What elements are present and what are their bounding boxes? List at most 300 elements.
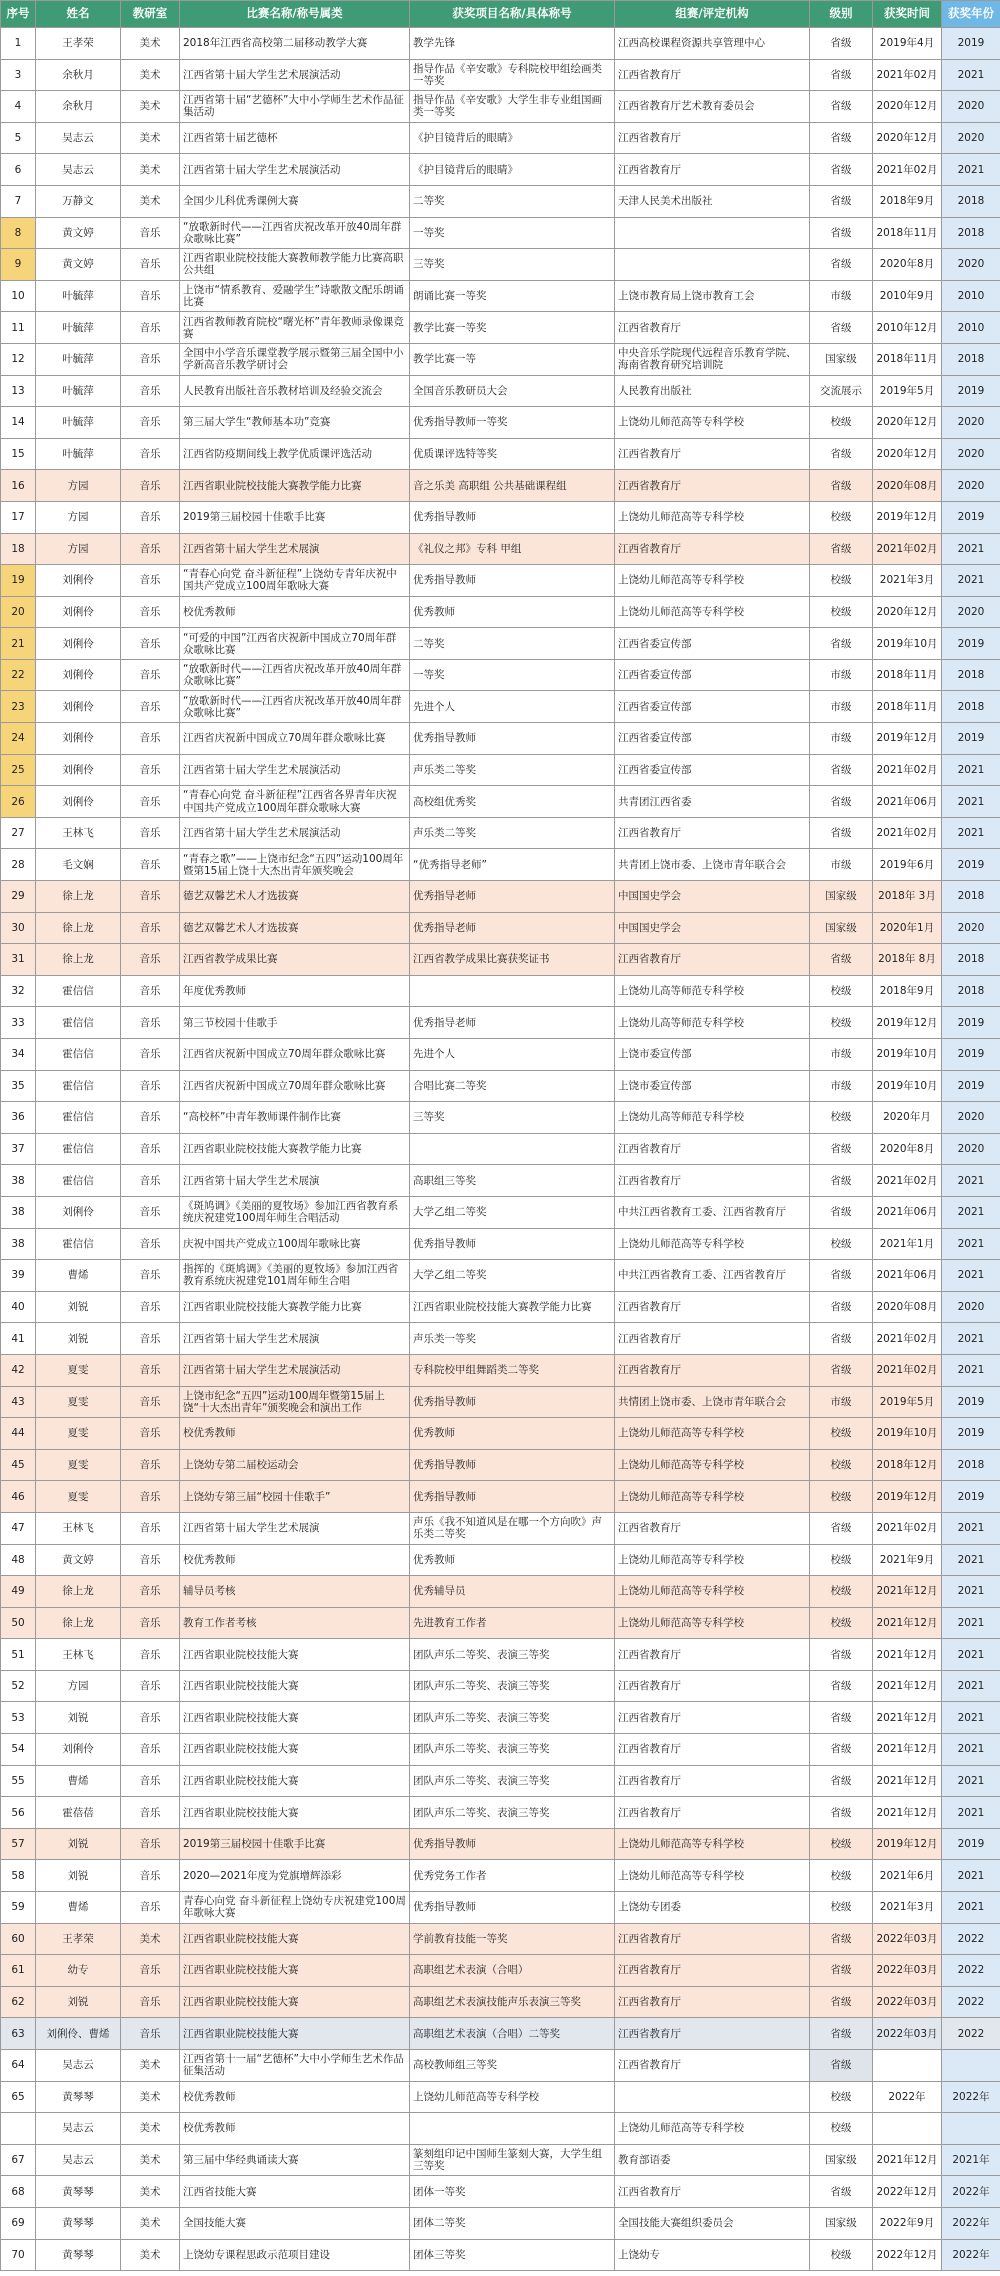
cell-year[interactable]: 2018 (942, 343, 1000, 375)
cell-organizer[interactable]: 江西省教育厅 (615, 1133, 810, 1165)
cell-department[interactable]: 音乐 (121, 1544, 180, 1576)
cell-index[interactable]: 30 (1, 912, 36, 944)
cell-level[interactable]: 校级 (810, 2113, 873, 2145)
cell-award[interactable]: 优秀辅导员 (410, 1576, 615, 1608)
cell-year[interactable]: 2021 (942, 1544, 1000, 1576)
cell-date[interactable]: 2018年11月 (873, 343, 942, 375)
cell-index[interactable]: 38 (1, 1196, 36, 1228)
cell-index[interactable]: 58 (1, 1860, 36, 1892)
cell-name[interactable]: 叶毓萍 (36, 407, 121, 439)
cell-award[interactable]: 团体二等奖 (410, 2207, 615, 2239)
cell-date[interactable]: 2020年12月 (873, 438, 942, 470)
cell-organizer[interactable]: 上饶幼儿师范高等专科学校 (615, 501, 810, 533)
cell-award[interactable]: 团队声乐二等奖、表演三等奖 (410, 1797, 615, 1829)
cell-index[interactable]: 55 (1, 1765, 36, 1797)
cell-index[interactable]: 43 (1, 1386, 36, 1418)
cell-department[interactable]: 音乐 (121, 1354, 180, 1386)
cell-index[interactable]: 42 (1, 1354, 36, 1386)
cell-competition[interactable]: 上饶市纪念“五四”运动100周年暨第15届上饶“十大杰出青年”颁奖晚会和演出工作 (180, 1386, 410, 1418)
cell-name[interactable]: 徐上龙 (36, 1607, 121, 1639)
cell-level[interactable]: 省级 (810, 1291, 873, 1323)
cell-level[interactable]: 校级 (810, 1544, 873, 1576)
cell-name[interactable]: 徐上龙 (36, 881, 121, 913)
cell-competition[interactable]: “放歌新时代——江西省庆祝改革开放40周年群众歌咏比赛” (180, 691, 410, 723)
cell-department[interactable]: 音乐 (121, 1039, 180, 1071)
cell-organizer[interactable]: 江西省教育厅 (615, 2018, 810, 2050)
cell-year[interactable]: 2021 (942, 1797, 1000, 1829)
cell-award[interactable]: 优秀指导教师 (410, 1386, 615, 1418)
cell-index[interactable]: 20 (1, 596, 36, 628)
cell-competition[interactable]: 人民教育出版社音乐教材培训及经验交流会 (180, 375, 410, 407)
cell-index[interactable]: 40 (1, 1291, 36, 1323)
cell-department[interactable]: 音乐 (121, 1639, 180, 1671)
cell-date[interactable] (873, 2050, 942, 2082)
cell-index[interactable]: 44 (1, 1418, 36, 1450)
cell-competition[interactable]: 校优秀教师 (180, 596, 410, 628)
cell-department[interactable]: 音乐 (121, 438, 180, 470)
cell-year[interactable]: 2021 (942, 1702, 1000, 1734)
cell-organizer[interactable]: 上饶幼儿师范高等专科学校 (615, 1418, 810, 1450)
cell-level[interactable]: 市级 (810, 723, 873, 755)
cell-date[interactable]: 2021年06月 (873, 1196, 942, 1228)
cell-level[interactable]: 校级 (810, 1418, 873, 1450)
cell-award[interactable]: 高职组艺术表演（合唱） (410, 1955, 615, 1987)
cell-year[interactable]: 2020 (942, 1291, 1000, 1323)
cell-organizer[interactable]: 江西省教育厅 (615, 944, 810, 976)
cell-organizer[interactable]: 江西省教育厅 (615, 1670, 810, 1702)
cell-department[interactable]: 音乐 (121, 596, 180, 628)
cell-organizer[interactable]: 江西省教育厅 (615, 1797, 810, 1829)
cell-organizer[interactable]: 上饶市委宣传部 (615, 1039, 810, 1071)
cell-index[interactable]: 64 (1, 2050, 36, 2082)
cell-index[interactable]: 21 (1, 628, 36, 660)
cell-year[interactable]: 2020 (942, 912, 1000, 944)
cell-award[interactable]: 先进个人 (410, 691, 615, 723)
cell-competition[interactable]: 《斑鸠调》《美丽的夏牧场》参加江西省教育系统庆祝建党100周年师生合唱活动 (180, 1196, 410, 1228)
cell-date[interactable]: 2020年12月 (873, 407, 942, 439)
cell-level[interactable]: 省级 (810, 1797, 873, 1829)
cell-name[interactable]: 刘俐伶 (36, 1734, 121, 1766)
cell-year[interactable]: 2022 (942, 1955, 1000, 1987)
cell-level[interactable]: 省级 (810, 786, 873, 818)
cell-level[interactable]: 省级 (810, 1955, 873, 1987)
cell-name[interactable]: 刘俐伶 (36, 596, 121, 628)
cell-organizer[interactable]: 江西省教育厅 (615, 1512, 810, 1544)
cell-level[interactable]: 省级 (810, 1354, 873, 1386)
cell-competition[interactable]: 年度优秀教师 (180, 975, 410, 1007)
cell-name[interactable]: 霍蓓蓓 (36, 1797, 121, 1829)
cell-year[interactable]: 2021 (942, 786, 1000, 818)
cell-date[interactable]: 2018年12月 (873, 1449, 942, 1481)
cell-competition[interactable]: “放歌新时代——江西省庆祝改革开放40周年群众歌咏比赛” (180, 217, 410, 249)
cell-index[interactable]: 62 (1, 1986, 36, 2018)
cell-competition[interactable]: 江西省第十届大学生艺术展演 (180, 533, 410, 565)
cell-level[interactable]: 校级 (810, 501, 873, 533)
cell-name[interactable]: 吴志云 (36, 2050, 121, 2082)
cell-award[interactable]: 声乐类二等奖 (410, 754, 615, 786)
cell-competition[interactable]: 江西省第十届大学生艺术展演 (180, 1323, 410, 1355)
cell-department[interactable]: 美术 (121, 154, 180, 186)
cell-competition[interactable]: 2018年江西省高校第二届移动教学大赛 (180, 28, 410, 60)
cell-department[interactable]: 音乐 (121, 1670, 180, 1702)
cell-date[interactable]: 2019年5月 (873, 375, 942, 407)
cell-index[interactable]: 17 (1, 501, 36, 533)
cell-level[interactable]: 校级 (810, 2081, 873, 2113)
cell-date[interactable]: 2018年 8月 (873, 944, 942, 976)
cell-department[interactable]: 音乐 (121, 1165, 180, 1197)
cell-level[interactable]: 校级 (810, 1576, 873, 1608)
cell-name[interactable]: 夏雯 (36, 1481, 121, 1513)
cell-level[interactable]: 省级 (810, 1734, 873, 1766)
cell-competition[interactable]: “青春之歌”——上饶市纪念“五四”运动100周年暨第15届上饶十大杰出青年颁奖晚会 (180, 849, 410, 881)
cell-index[interactable]: 59 (1, 1892, 36, 1924)
cell-level[interactable]: 省级 (810, 1165, 873, 1197)
cell-award[interactable]: 一等奖 (410, 217, 615, 249)
cell-name[interactable]: 刘锐 (36, 1702, 121, 1734)
cell-name[interactable]: 霍信信 (36, 975, 121, 1007)
cell-index[interactable]: 4 (1, 91, 36, 123)
cell-award[interactable]: 团队声乐二等奖、表演三等奖 (410, 1734, 615, 1766)
cell-year[interactable]: 2018 (942, 185, 1000, 217)
cell-date[interactable]: 2019年6月 (873, 849, 942, 881)
cell-award[interactable]: 教学先锋 (410, 28, 615, 60)
cell-index[interactable]: 36 (1, 1102, 36, 1134)
cell-competition[interactable]: 上饶市“情系教育、爱融学生”诗歌散文配乐朗诵比赛 (180, 280, 410, 312)
cell-competition[interactable]: 江西省庆祝新中国成立70周年群众歌咏比赛 (180, 1039, 410, 1071)
cell-department[interactable]: 音乐 (121, 407, 180, 439)
cell-index[interactable]: 63 (1, 2018, 36, 2050)
cell-competition[interactable]: 江西省庆祝新中国成立70周年群众歌咏比赛 (180, 723, 410, 755)
cell-index[interactable]: 46 (1, 1481, 36, 1513)
col-header-organizer[interactable]: 组赛/评定机构 (615, 1, 810, 28)
cell-level[interactable]: 省级 (810, 817, 873, 849)
cell-competition[interactable]: 江西省教师教育院校“曙光杯”青年教师录像课竞赛 (180, 312, 410, 344)
cell-index[interactable]: 14 (1, 407, 36, 439)
cell-name[interactable]: 王孝荣 (36, 28, 121, 60)
cell-level[interactable]: 省级 (810, 249, 873, 281)
cell-year[interactable]: 2021 (942, 817, 1000, 849)
cell-year[interactable]: 2019 (942, 849, 1000, 881)
cell-year[interactable] (942, 2113, 1000, 2145)
cell-award[interactable]: 上饶幼儿师范高等专科学校 (410, 2081, 615, 2113)
cell-department[interactable]: 音乐 (121, 1481, 180, 1513)
cell-organizer[interactable]: 中共江西省教育工委、江西省教育厅 (615, 1260, 810, 1292)
cell-award[interactable] (410, 1133, 615, 1165)
cell-name[interactable]: 霍信信 (36, 1228, 121, 1260)
cell-year[interactable]: 2022年 (942, 2176, 1000, 2208)
cell-date[interactable]: 2019年12月 (873, 1828, 942, 1860)
cell-year[interactable]: 2021 (942, 1734, 1000, 1766)
cell-year[interactable]: 2020 (942, 91, 1000, 123)
cell-award[interactable]: 三等奖 (410, 1102, 615, 1134)
cell-date[interactable]: 2018年11月 (873, 659, 942, 691)
cell-index[interactable]: 67 (1, 2144, 36, 2176)
cell-competition[interactable]: 江西省职业院校技能大赛 (180, 1670, 410, 1702)
cell-date[interactable]: 2018年9月 (873, 185, 942, 217)
cell-department[interactable]: 音乐 (121, 249, 180, 281)
cell-name[interactable]: 吴志云 (36, 2144, 121, 2176)
cell-award[interactable]: 优秀教师 (410, 1418, 615, 1450)
cell-level[interactable]: 校级 (810, 1007, 873, 1039)
cell-index[interactable]: 5 (1, 122, 36, 154)
cell-date[interactable]: 2019年10月 (873, 628, 942, 660)
cell-year[interactable]: 2021 (942, 1354, 1000, 1386)
cell-index[interactable]: 3 (1, 59, 36, 91)
cell-level[interactable]: 省级 (810, 28, 873, 60)
cell-department[interactable]: 美术 (121, 2144, 180, 2176)
cell-level[interactable]: 省级 (810, 1765, 873, 1797)
cell-date[interactable]: 2021年12月 (873, 1702, 942, 1734)
cell-competition[interactable]: 江西省职业院校技能大赛 (180, 1986, 410, 2018)
cell-year[interactable]: 2019 (942, 1418, 1000, 1450)
cell-department[interactable]: 音乐 (121, 975, 180, 1007)
cell-organizer[interactable]: 天津人民美术出版社 (615, 185, 810, 217)
cell-name[interactable]: 方园 (36, 470, 121, 502)
cell-award[interactable]: 团队声乐二等奖、表演三等奖 (410, 1765, 615, 1797)
cell-organizer[interactable]: 中共江西省教育工委、江西省教育厅 (615, 1196, 810, 1228)
cell-date[interactable]: 2020年12月 (873, 596, 942, 628)
cell-award[interactable]: 教学比赛一等 (410, 343, 615, 375)
cell-level[interactable]: 省级 (810, 1670, 873, 1702)
cell-name[interactable]: 叶毓萍 (36, 438, 121, 470)
col-header-year[interactable]: 获奖年份 (942, 1, 1000, 28)
cell-competition[interactable]: 2019第三届校园十佳歌手比赛 (180, 501, 410, 533)
cell-award[interactable]: 教学比赛一等奖 (410, 312, 615, 344)
cell-organizer[interactable] (615, 2081, 810, 2113)
cell-date[interactable]: 2021年02月 (873, 533, 942, 565)
col-header-date[interactable]: 获奖时间 (873, 1, 942, 28)
cell-index[interactable]: 45 (1, 1449, 36, 1481)
cell-award[interactable]: 合唱比赛二等奖 (410, 1070, 615, 1102)
cell-name[interactable]: 刘俐伶 (36, 628, 121, 660)
cell-award[interactable]: 优秀指导老师 (410, 881, 615, 913)
cell-department[interactable]: 音乐 (121, 1228, 180, 1260)
cell-organizer[interactable]: 上饶市教育局上饶市教育工会 (615, 280, 810, 312)
cell-organizer[interactable]: 江西省教育厅 (615, 59, 810, 91)
cell-organizer[interactable]: 江西省教育厅 (615, 1639, 810, 1671)
cell-level[interactable]: 省级 (810, 2050, 873, 2082)
cell-department[interactable]: 音乐 (121, 280, 180, 312)
cell-name[interactable]: 吴志云 (36, 2113, 121, 2145)
cell-organizer[interactable]: 江西省教育厅 (615, 1354, 810, 1386)
cell-organizer[interactable]: 江西省教育厅 (615, 154, 810, 186)
cell-year[interactable]: 2022 (942, 1923, 1000, 1955)
cell-name[interactable]: 叶毓萍 (36, 375, 121, 407)
cell-award[interactable]: 优秀指导教师 (410, 565, 615, 597)
cell-name[interactable]: 黄琴琴 (36, 2176, 121, 2208)
cell-index[interactable]: 38 (1, 1165, 36, 1197)
cell-award[interactable]: 优秀指导教师 (410, 1481, 615, 1513)
cell-organizer[interactable] (615, 249, 810, 281)
cell-award[interactable]: 大学乙组二等奖 (410, 1260, 615, 1292)
cell-index[interactable]: 6 (1, 154, 36, 186)
cell-level[interactable]: 校级 (810, 1102, 873, 1134)
cell-date[interactable]: 2021年12月 (873, 1734, 942, 1766)
cell-award[interactable]: 篆刻组印记中国师生篆刻大赛，大学生组三等奖 (410, 2144, 615, 2176)
cell-organizer[interactable]: 上饶幼儿师范高等专科学校 (615, 1449, 810, 1481)
cell-award[interactable]: 团体一等奖 (410, 2176, 615, 2208)
cell-level[interactable]: 市级 (810, 1039, 873, 1071)
cell-organizer[interactable]: 中国国史学会 (615, 912, 810, 944)
cell-level[interactable]: 省级 (810, 1196, 873, 1228)
cell-organizer[interactable]: 江西省教育厅 (615, 817, 810, 849)
cell-year[interactable]: 2021 (942, 1576, 1000, 1608)
cell-date[interactable]: 2021年06月 (873, 786, 942, 818)
cell-department[interactable]: 音乐 (121, 1512, 180, 1544)
cell-date[interactable]: 2021年3月 (873, 1892, 942, 1924)
cell-level[interactable]: 省级 (810, 1639, 873, 1671)
cell-year[interactable]: 2019 (942, 501, 1000, 533)
cell-date[interactable]: 2021年3月 (873, 565, 942, 597)
cell-year[interactable]: 2010 (942, 280, 1000, 312)
cell-department[interactable]: 美术 (121, 2113, 180, 2145)
cell-date[interactable]: 2019年12月 (873, 501, 942, 533)
cell-competition[interactable]: 校优秀教师 (180, 1544, 410, 1576)
cell-department[interactable]: 音乐 (121, 1291, 180, 1323)
cell-award[interactable]: 团队声乐二等奖、表演三等奖 (410, 1702, 615, 1734)
cell-competition[interactable]: 江西省职业院校技能大赛教学能力比赛 (180, 470, 410, 502)
cell-year[interactable]: 2020 (942, 407, 1000, 439)
cell-competition[interactable]: 江西省第十届大学生艺术展演活动 (180, 754, 410, 786)
cell-date[interactable]: 2022年 (873, 2081, 942, 2113)
cell-name[interactable]: 霍信信 (36, 1165, 121, 1197)
cell-level[interactable]: 省级 (810, 122, 873, 154)
cell-organizer[interactable]: 人民教育出版社 (615, 375, 810, 407)
cell-name[interactable]: 霍信信 (36, 1133, 121, 1165)
cell-index[interactable]: 26 (1, 786, 36, 818)
cell-competition[interactable]: 青春心向党 奋斗新征程上饶幼专庆祝建党100周年歌咏大赛 (180, 1892, 410, 1924)
cell-department[interactable]: 美术 (121, 59, 180, 91)
cell-year[interactable]: 2019 (942, 1828, 1000, 1860)
cell-competition[interactable]: 江西省庆祝新中国成立70周年群众歌咏比赛 (180, 1070, 410, 1102)
cell-department[interactable]: 音乐 (121, 1765, 180, 1797)
cell-date[interactable]: 2022年03月 (873, 1955, 942, 1987)
cell-department[interactable]: 音乐 (121, 533, 180, 565)
cell-organizer[interactable]: 中国国史学会 (615, 881, 810, 913)
cell-name[interactable]: 黄琴琴 (36, 2081, 121, 2113)
cell-index[interactable]: 15 (1, 438, 36, 470)
cell-date[interactable]: 2019年10月 (873, 1070, 942, 1102)
cell-level[interactable]: 省级 (810, 628, 873, 660)
cell-index[interactable]: 13 (1, 375, 36, 407)
cell-year[interactable]: 2021 (942, 1512, 1000, 1544)
cell-year[interactable]: 2022年 (942, 2239, 1000, 2271)
cell-department[interactable]: 音乐 (121, 1260, 180, 1292)
cell-competition[interactable]: “可爱的中国”江西省庆祝新中国成立70周年群众歌咏比赛 (180, 628, 410, 660)
cell-date[interactable]: 2020年12月 (873, 122, 942, 154)
cell-level[interactable]: 校级 (810, 1860, 873, 1892)
cell-competition[interactable]: 江西省教学成果比赛 (180, 944, 410, 976)
cell-index[interactable]: 16 (1, 470, 36, 502)
cell-competition[interactable]: “放歌新时代——江西省庆祝改革开放40周年群众歌咏比赛” (180, 659, 410, 691)
cell-name[interactable]: 吴志云 (36, 154, 121, 186)
cell-organizer[interactable]: 江西高校课程资源共享管理中心 (615, 28, 810, 60)
cell-level[interactable]: 省级 (810, 2176, 873, 2208)
cell-department[interactable]: 音乐 (121, 312, 180, 344)
cell-competition[interactable]: “高校杯”中青年教师课件制作比赛 (180, 1102, 410, 1134)
cell-level[interactable]: 省级 (810, 1512, 873, 1544)
cell-index[interactable]: 9 (1, 249, 36, 281)
cell-date[interactable]: 2021年02月 (873, 817, 942, 849)
cell-date[interactable]: 2021年12月 (873, 1607, 942, 1639)
cell-date[interactable]: 2021年02月 (873, 1512, 942, 1544)
cell-date[interactable]: 2019年12月 (873, 723, 942, 755)
cell-name[interactable]: 吴志云 (36, 122, 121, 154)
cell-organizer[interactable]: 江西省委宣传部 (615, 723, 810, 755)
cell-level[interactable]: 省级 (810, 1702, 873, 1734)
cell-index[interactable]: 33 (1, 1007, 36, 1039)
cell-index[interactable]: 61 (1, 1955, 36, 1987)
cell-department[interactable]: 美术 (121, 2207, 180, 2239)
cell-date[interactable]: 2021年6月 (873, 1860, 942, 1892)
cell-year[interactable]: 2021 (942, 565, 1000, 597)
cell-date[interactable]: 2022年03月 (873, 1923, 942, 1955)
cell-award[interactable]: 优秀指导教师 (410, 723, 615, 755)
cell-competition[interactable]: 江西省第十一届“艺德杯”大中小学师生艺术作品征集活动 (180, 2050, 410, 2082)
cell-year[interactable]: 2020 (942, 438, 1000, 470)
cell-award[interactable]: 声乐类二等奖 (410, 817, 615, 849)
cell-date[interactable]: 2018年9月 (873, 975, 942, 1007)
cell-award[interactable]: 高校教师组三等奖 (410, 2050, 615, 2082)
cell-award[interactable]: 优秀指导教师 (410, 1449, 615, 1481)
cell-year[interactable]: 2022 (942, 2018, 1000, 2050)
cell-year[interactable]: 2021 (942, 1228, 1000, 1260)
cell-index[interactable]: 24 (1, 723, 36, 755)
cell-name[interactable]: 方园 (36, 533, 121, 565)
cell-index[interactable]: 25 (1, 754, 36, 786)
cell-award[interactable]: 二等奖 (410, 628, 615, 660)
cell-name[interactable]: 徐上龙 (36, 944, 121, 976)
cell-name[interactable]: 黄琴琴 (36, 2207, 121, 2239)
cell-award[interactable]: 学前教育技能一等奖 (410, 1923, 615, 1955)
cell-organizer[interactable]: 江西省教育厅 (615, 438, 810, 470)
cell-level[interactable]: 校级 (810, 1607, 873, 1639)
cell-year[interactable]: 2021 (942, 1607, 1000, 1639)
cell-competition[interactable]: 校优秀教师 (180, 1418, 410, 1450)
cell-department[interactable]: 音乐 (121, 1797, 180, 1829)
cell-organizer[interactable]: 江西省教育厅 (615, 533, 810, 565)
cell-name[interactable]: 刘锐 (36, 1323, 121, 1355)
cell-level[interactable]: 省级 (810, 1133, 873, 1165)
cell-level[interactable]: 省级 (810, 59, 873, 91)
cell-date[interactable]: 2022年12月 (873, 2176, 942, 2208)
cell-department[interactable]: 音乐 (121, 1449, 180, 1481)
cell-date[interactable]: 2021年02月 (873, 1165, 942, 1197)
cell-department[interactable]: 音乐 (121, 1007, 180, 1039)
cell-department[interactable]: 音乐 (121, 565, 180, 597)
cell-name[interactable]: 夏雯 (36, 1386, 121, 1418)
cell-award[interactable]: 团体三等奖 (410, 2239, 615, 2271)
cell-award[interactable]: 优秀指导教师 (410, 1228, 615, 1260)
cell-department[interactable]: 美术 (121, 91, 180, 123)
col-header-level[interactable]: 级别 (810, 1, 873, 28)
cell-date[interactable]: 2021年12月 (873, 1765, 942, 1797)
cell-date[interactable]: 2021年12月 (873, 1639, 942, 1671)
cell-index[interactable]: 1 (1, 28, 36, 60)
cell-award[interactable]: 《护目镜背后的眼睛》 (410, 154, 615, 186)
cell-competition[interactable]: 江西省第十届大学生艺术展演 (180, 1512, 410, 1544)
cell-department[interactable]: 音乐 (121, 343, 180, 375)
cell-award[interactable]: 优秀指导教师 (410, 501, 615, 533)
cell-department[interactable]: 美术 (121, 2050, 180, 2082)
cell-organizer[interactable]: 上饶幼儿师范高等专科学校 (615, 1576, 810, 1608)
cell-index[interactable]: 31 (1, 944, 36, 976)
cell-date[interactable]: 2020年08月 (873, 470, 942, 502)
cell-award[interactable]: 二等奖 (410, 185, 615, 217)
cell-organizer[interactable]: 上饶幼儿师范高等专科学校 (615, 2113, 810, 2145)
cell-index[interactable]: 7 (1, 185, 36, 217)
cell-department[interactable]: 音乐 (121, 912, 180, 944)
